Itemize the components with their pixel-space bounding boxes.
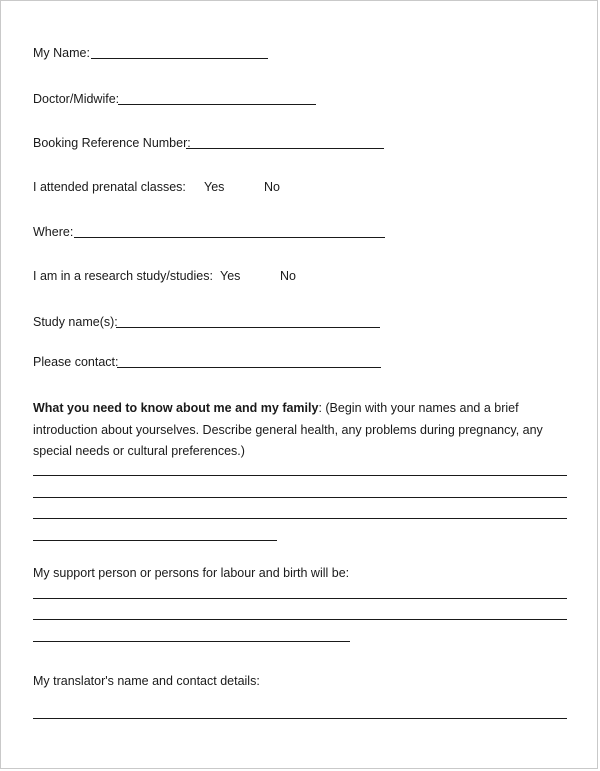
my-name-label: My Name:: [33, 46, 90, 60]
family-line-3[interactable]: [33, 518, 567, 519]
booking-reference-label: Booking Reference Number:: [33, 136, 191, 150]
research-study-label: I am in a research study/studies:: [33, 269, 213, 283]
prenatal-no-option[interactable]: No: [264, 180, 280, 194]
doctor-label: Doctor/Midwife:: [33, 92, 120, 106]
family-line-1[interactable]: [33, 475, 567, 476]
research-no-option[interactable]: No: [280, 269, 296, 283]
doctor-field[interactable]: [118, 104, 316, 105]
translator-line-1[interactable]: [33, 718, 567, 719]
support-person-label: My support person or persons for labour and birth will be:: [33, 566, 350, 580]
family-line-4[interactable]: [33, 540, 277, 541]
family-body: : (Begin with your names and a brief introduction about yourselves. Describe general health, any problems during pregnancy, any special needs or cultural preferences.): [33, 401, 543, 458]
translator-label: My translator's name and contact details:: [33, 674, 260, 688]
prenatal-yes-option[interactable]: Yes: [204, 180, 225, 194]
support-line-3[interactable]: [33, 641, 350, 642]
please-contact-field[interactable]: [117, 367, 381, 368]
family-line-2[interactable]: [33, 497, 567, 498]
research-yes-option[interactable]: Yes: [220, 269, 241, 283]
where-label: Where:: [33, 225, 74, 239]
support-line-1[interactable]: [33, 598, 567, 599]
prenatal-classes-label: I attended prenatal classes:: [33, 180, 186, 194]
family-heading: What you need to know about me and my family: [33, 401, 319, 415]
please-contact-label: Please contact:: [33, 355, 119, 369]
booking-reference-field[interactable]: [186, 148, 384, 149]
study-name-field[interactable]: [116, 327, 380, 328]
my-name-field[interactable]: [91, 58, 268, 59]
family-instructions: [33, 398, 573, 463]
study-name-label: Study name(s):: [33, 315, 118, 329]
support-line-2[interactable]: [33, 619, 567, 620]
where-field[interactable]: [74, 237, 385, 238]
